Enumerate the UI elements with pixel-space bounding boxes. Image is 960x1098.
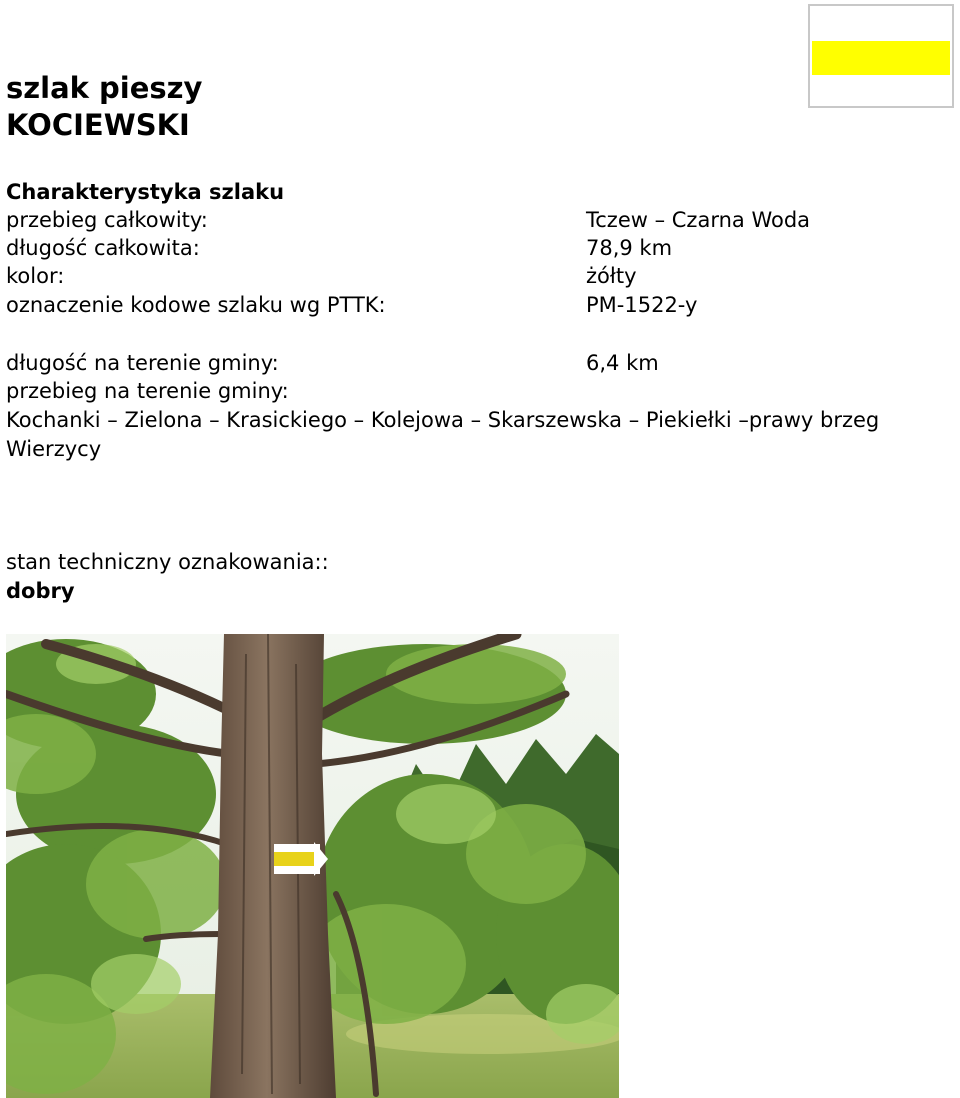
trail-color-stripe bbox=[812, 41, 950, 75]
row-value-color: żółty bbox=[586, 264, 637, 288]
page-title bbox=[6, 70, 202, 144]
trail-marker-sign bbox=[808, 4, 954, 108]
characteristics-heading: Charakterystyka szlaku bbox=[6, 180, 285, 204]
row-value-code: PM-1522-y bbox=[586, 293, 698, 317]
title-line-2: KOCIEWSKI bbox=[6, 108, 190, 142]
municipality-route-line-1: Kochanki – Zielona – Krasickiego – Kolejowa – Skarszewska – Piekiełki –prawy brzeg bbox=[6, 408, 880, 432]
row-label-code: oznaczenie kodowe szlaku wg PTTK: bbox=[6, 293, 386, 317]
municipality-length-label: długość na terenie gminy: bbox=[6, 351, 279, 375]
row-label-length: długość całkowita: bbox=[6, 236, 200, 260]
municipality-route-line-2: Wierzycy bbox=[6, 437, 102, 461]
row-label-route: przebieg całkowity: bbox=[6, 208, 208, 232]
row-value-length: 78,9 km bbox=[586, 236, 673, 260]
condition-value: dobry bbox=[6, 579, 75, 603]
municipality-length-value: 6,4 km bbox=[586, 351, 659, 375]
condition-label: stan techniczny oznakowania:: bbox=[6, 550, 329, 574]
municipality-route-label: przebieg na terenie gminy: bbox=[6, 379, 289, 403]
row-label-color: kolor: bbox=[6, 264, 65, 288]
title-line-1: szlak pieszy bbox=[6, 71, 203, 105]
trail-photo bbox=[6, 634, 619, 1098]
row-value-route: Tczew – Czarna Woda bbox=[586, 208, 811, 232]
trail-photo-illustration bbox=[6, 634, 619, 1098]
